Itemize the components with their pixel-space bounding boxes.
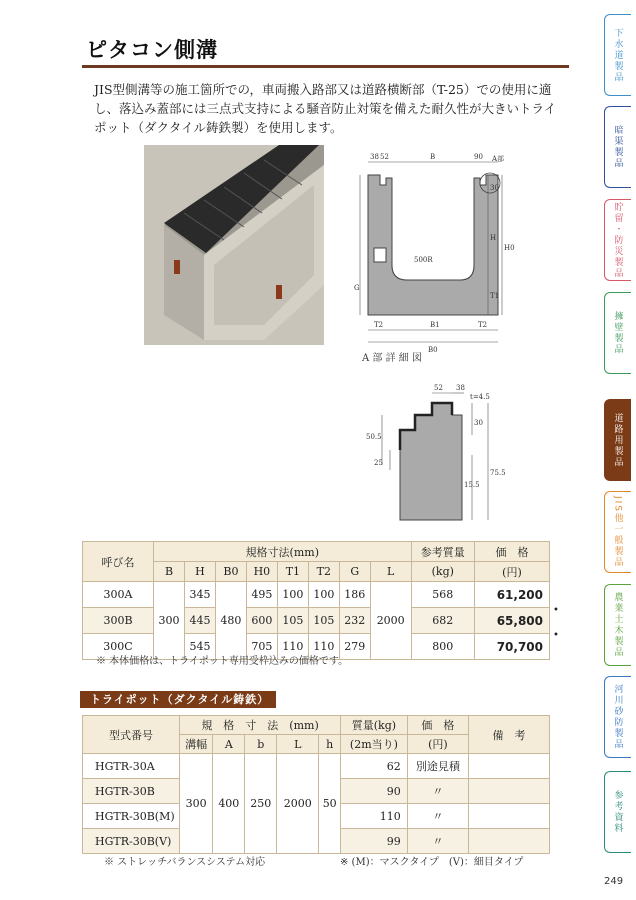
th-sub-b: b (245, 735, 277, 754)
th-sub-t1: T1 (277, 562, 308, 582)
th-sub-t2: T2 (308, 562, 339, 582)
table2-note-left: ※ ストレッチバランスシステム対応 (104, 857, 266, 868)
sidebar-tab[interactable]: 擁壁製品 (604, 292, 631, 374)
th-sub-g: G (339, 562, 370, 582)
detail-dim-15-5: 15.5 (464, 481, 480, 489)
th-sub-a: A (213, 735, 245, 754)
th-sub-h: H (184, 562, 215, 582)
th-price: 価 格 (407, 716, 468, 735)
th-model: 型式番号 (83, 716, 180, 754)
dim-g: G (354, 284, 360, 292)
dim-500r: 500R (414, 256, 433, 264)
th-dims: 規格寸法(mm) (154, 542, 412, 562)
th-sub-b: B (154, 562, 185, 582)
section-tag: トライポット（ダクタイル鋳鉄） (80, 691, 276, 708)
sidebar-tab[interactable]: 下水道製品 (604, 14, 631, 96)
detail-dim-t: t=4.5 (470, 393, 490, 401)
detail-drawing (360, 375, 520, 525)
table-row: HGTR-30B 90 〃 (83, 779, 550, 804)
ditch-spec-table (82, 541, 550, 660)
detail-title: A 部 詳 細 図 (362, 353, 422, 364)
sidebar-tab[interactable]: JIS他一般製品 (604, 491, 631, 573)
th-remarks: 備 考 (469, 716, 550, 754)
th-mass: 質量(kg) (341, 716, 408, 735)
cross-section-drawing (352, 150, 522, 360)
sidebar-tab[interactable]: 参考資料 (604, 771, 631, 853)
detail-dim-30: 30 (474, 419, 483, 427)
dim-h0: H0 (504, 244, 515, 252)
th-mass-unit: (2m当り) (341, 735, 408, 754)
th-weight-unit: (kg) (411, 562, 474, 582)
sidebar-tab[interactable]: 河川砂防製品 (604, 676, 631, 758)
th-name: 呼び名 (83, 542, 154, 582)
table1-note: ※ 本体価格は、トライポット専用受枠込みの価格です。 (96, 656, 349, 667)
th-price-unit: (円) (407, 735, 468, 754)
page-title: ピタコン側溝 (86, 38, 218, 62)
dim-h: H (490, 234, 497, 242)
table-row: 300B 445 600 105 105 232 682 65,800 (83, 608, 550, 634)
dim-38: 38 (370, 153, 379, 161)
dim-b: B (430, 153, 436, 161)
product-photo (144, 145, 324, 345)
table-row: HGTR-30B(M) 110 〃 (83, 804, 550, 829)
stock-mark: • (553, 605, 559, 616)
dim-t2-right: T2 (478, 321, 488, 329)
table-row: HGTR-30A 300 400 250 2000 50 62 別途見積 (83, 754, 550, 779)
intro-text: JIS型側溝等の施工箇所での，車両搬入路部又は道路横断部（T-25）での使用に適し、落込み蓋部には三点式支持による騒音防止対策を備えた耐久性が大きいトライポット（ダクタイル鋳鉄製）を使用します。 (94, 82, 557, 135)
table-row: HGTR-30B(V) 99 〃 (83, 829, 550, 854)
th-sub-l: L (277, 735, 319, 754)
dim-b1: B1 (430, 321, 440, 329)
stock-mark: • (553, 630, 559, 641)
detail-dim-25: 25 (374, 459, 383, 467)
th-sub-l: L (370, 562, 411, 582)
th-sub-h0: H0 (246, 562, 277, 582)
detail-dim-75-5: 75.5 (490, 469, 506, 477)
title-rule (82, 65, 569, 68)
detail-dim-52: 52 (434, 384, 443, 392)
table-row: 300C 545 705 110 110 279 800 70,700 (83, 634, 550, 660)
sidebar-tab[interactable]: 暗渠製品 (604, 106, 631, 188)
dim-t2-left: T2 (374, 321, 384, 329)
th-sub-width: 溝幅 (180, 735, 213, 754)
dim-52: 52 (380, 153, 389, 161)
dim-t1: T1 (490, 292, 500, 300)
sidebar-tab[interactable]: 農業土木製品 (604, 584, 631, 666)
th-price: 価 格 (474, 542, 549, 562)
table-row: 300A 300 345 480 495 100 100 186 2000 568 61,200 (83, 582, 550, 608)
page-number: 249 (604, 876, 624, 887)
label-a-part: A部 (492, 155, 505, 163)
th-sub-h: h (319, 735, 341, 754)
sidebar-tab[interactable]: 貯留・防災製品 (604, 199, 631, 281)
dim-90: 90 (474, 153, 483, 161)
tripot-spec-table (82, 715, 550, 854)
detail-dim-38: 38 (456, 384, 465, 392)
th-price-unit: (円) (474, 562, 549, 582)
dim-30: 30 (490, 184, 499, 192)
sidebar-tab[interactable]: 道路用製品 (604, 399, 631, 481)
th-weight: 参考質量 (411, 542, 474, 562)
detail-dim-50-5: 50.5 (366, 433, 382, 441)
th-dims: 規 格 寸 法 (mm) (180, 716, 341, 735)
th-sub-b0: B0 (215, 562, 246, 582)
table2-note-right: ※ (M)：マスクタイプ (V)：細目タイプ (340, 857, 524, 868)
dim-b0: B0 (428, 346, 438, 354)
